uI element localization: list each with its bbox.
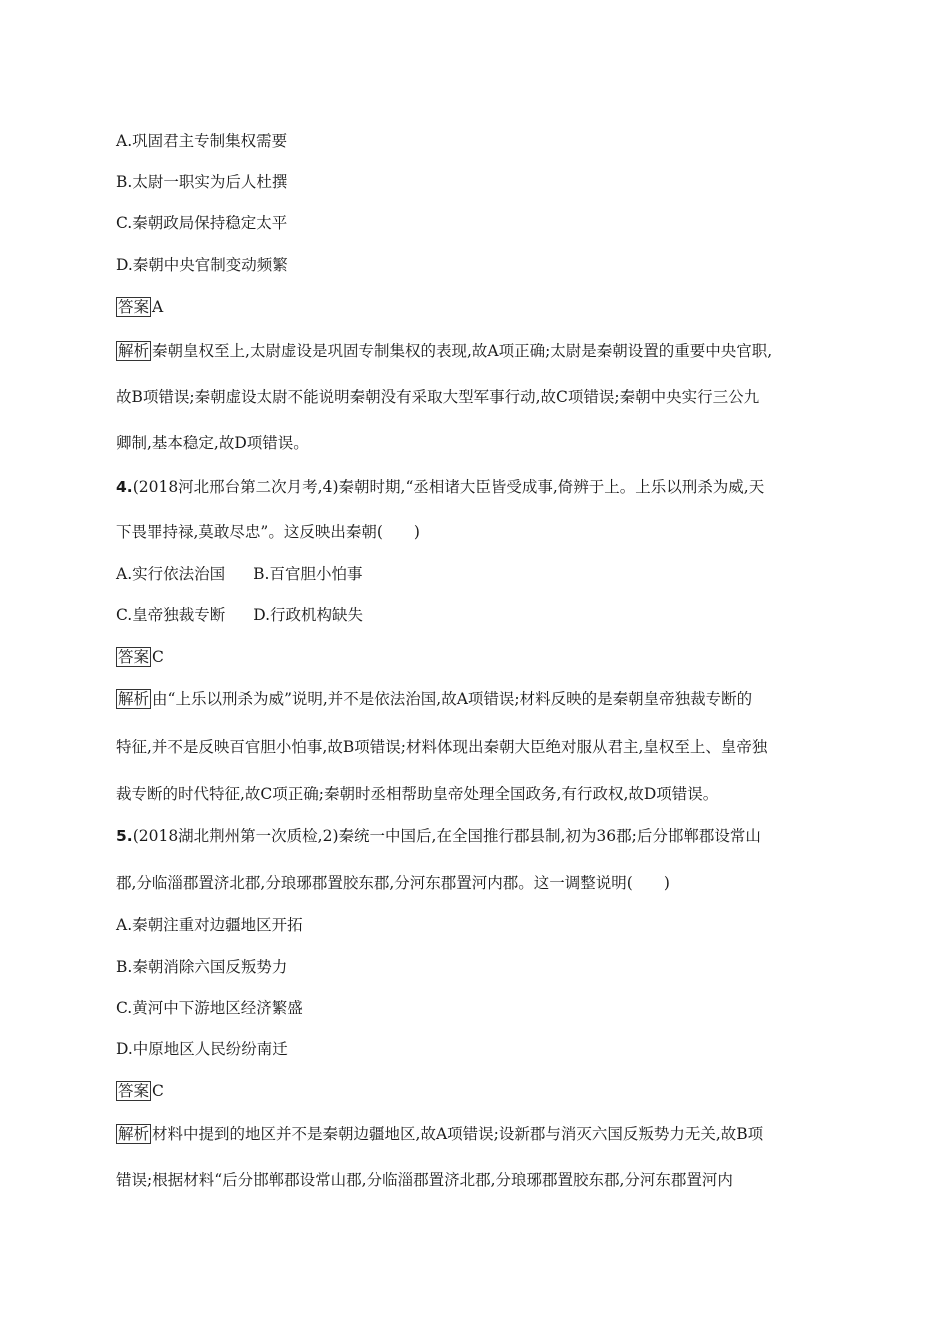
q4-analysis-line-2: 特征,并不是反映百官胆小怕事,故B项错误;材料体现出秦朝大臣绝对服从君主,皇权至上、皇帝独	[116, 738, 768, 756]
q4-options-row-2	[116, 605, 363, 625]
q4-option-d: D.行政机构缺失	[253, 606, 364, 624]
q3-option-c: C.秦朝政局保持稳定太平	[116, 214, 288, 232]
q5-analysis-line-1	[116, 1124, 763, 1144]
answer-tag: 答案	[118, 648, 150, 666]
q5-number: 5.	[116, 827, 133, 845]
q3-option-d: D.秦朝中央官制变动频繁	[116, 256, 288, 274]
answer-tag: 答案	[118, 1082, 150, 1100]
analysis-tag: 解析	[118, 690, 150, 708]
q3-analysis-text-1: 秦朝皇权至上,太尉虚设是巩固专制集权的表现,故A项正确;太尉是秦朝设置的重要中央官职,	[152, 342, 773, 360]
q5-stem-line-1	[116, 826, 761, 846]
q5-option-a: A.秦朝注重对边疆地区开拓	[116, 916, 303, 934]
q5-option-d: D.中原地区人民纷纷南迁	[116, 1040, 288, 1058]
analysis-tag: 解析	[118, 1125, 150, 1143]
q3-analysis-line-1	[116, 341, 772, 361]
q4-options-row-1	[116, 564, 362, 584]
q3-option-b: B.太尉一职实为后人杜撰	[116, 173, 288, 191]
q3-analysis-line-3: 卿制,基本稳定,故D项错误。	[116, 434, 309, 452]
q3-answer-line	[116, 297, 163, 317]
q5-analysis-text-1: 材料中提到的地区并不是秦朝边疆地区,故A项错误;设新郡与消灭六国反叛势力无关,故B项	[152, 1125, 764, 1143]
q4-stem-line-2: 下畏罪持禄,莫敢尽忠”。这反映出秦朝( )	[116, 523, 420, 541]
q5-stem-text-1: (2018湖北荆州第一次质检,2)秦统一中国后,在全国推行郡县制,初为36郡;后分邯郸郡设常山	[132, 827, 761, 845]
q5-option-b: B.秦朝消除六国反叛势力	[116, 958, 288, 976]
q3-analysis-line-2: 故B项错误;秦朝虚设太尉不能说明秦朝没有采取大型军事行动,故C项错误;秦朝中央实行三公九	[116, 388, 760, 406]
q4-analysis-line-3: 裁专断的时代特征,故C项正确;秦朝时丞相帮助皇帝处理全国政务,有行政权,故D项错误。	[116, 785, 719, 803]
q3-answer: A	[152, 298, 164, 316]
q5-analysis-line-2: 错误;根据材料“后分邯郸郡设常山郡,分临淄郡置济北郡,分琅琊郡置胶东郡,分河东郡置河内	[116, 1171, 733, 1189]
q5-answer-line	[116, 1081, 164, 1101]
q5-option-c: C.黄河中下游地区经济繁盛	[116, 999, 303, 1017]
q4-analysis-line-1	[116, 689, 752, 709]
q5-stem-line-2: 郡,分临淄郡置济北郡,分琅琊郡置胶东郡,分河东郡置河内郡。这一调整说明( )	[116, 874, 670, 892]
q4-answer-line	[116, 647, 164, 667]
q4-stem-line-1	[116, 477, 764, 497]
answer-tag: 答案	[118, 298, 150, 316]
q5-answer: C	[152, 1082, 164, 1100]
analysis-tag: 解析	[118, 342, 150, 360]
q4-analysis-text-1: 由“上乐以刑杀为威”说明,并不是依法治国,故A项错误;材料反映的是秦朝皇帝独裁专断的	[152, 690, 753, 708]
q4-stem-text-1: (2018河北邢台第二次月考,4)秦朝时期,“丞相诸大臣皆受成事,倚辨于上。上乐以刑杀为威,天	[132, 478, 765, 496]
q4-answer: C	[152, 648, 164, 666]
q4-option-c: C.皇帝独裁专断	[116, 606, 226, 624]
q4-option-a: A.实行依法治国	[116, 565, 226, 583]
q4-option-b: B.百官胆小怕事	[253, 565, 363, 583]
q4-number: 4.	[116, 478, 133, 496]
q3-option-a: A.巩固君主专制集权需要	[116, 132, 288, 150]
